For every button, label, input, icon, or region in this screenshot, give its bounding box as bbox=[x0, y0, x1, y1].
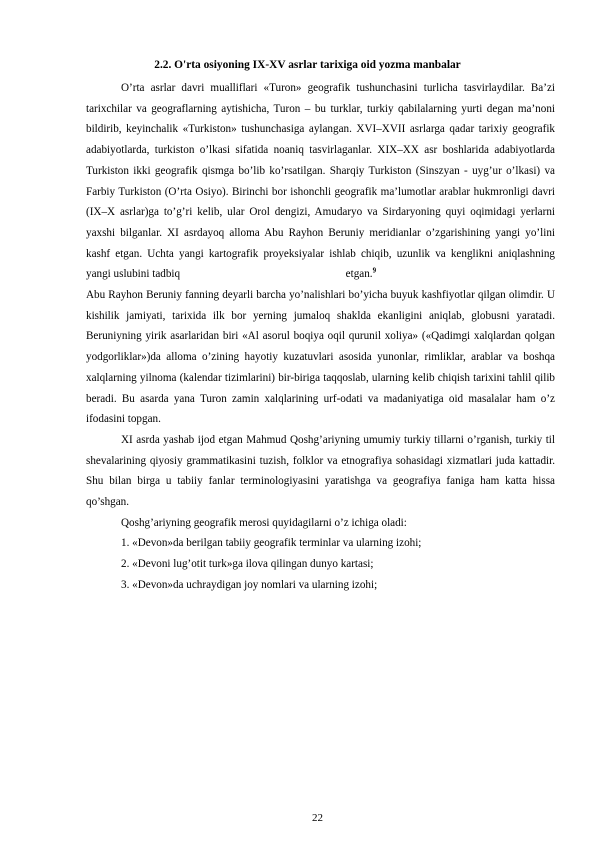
section-heading: 2.2. O'rta osiyoning IX-XV asrlar tarixiga oid yozma manbalar bbox=[154, 59, 461, 71]
page-number: 22 bbox=[312, 812, 323, 824]
footnote-ref: 9 bbox=[372, 266, 377, 275]
paragraph-1-tail: etgan. bbox=[345, 268, 373, 281]
paragraph-1 bbox=[86, 78, 555, 285]
paragraph-3: XI asrda yashab ijod etgan Mahmud Qoshg’ariyning umumiy turkiy tillarni o’rganish, turkiy til shevalarining qiyosiy grammatikasini tuzish, folklor va etnografiya sohasidagi xizmatlari juda kattadir. Shu bilan birga u tabiiy fanlar terminologiyasini yaratishga va geografiya faniga ham katta hissa qo’shgan. bbox=[86, 433, 555, 509]
body-text bbox=[86, 78, 555, 596]
list-item-3: 3. «Devon»da uchraydigan joy nomlari va ularning izohi; bbox=[121, 578, 378, 591]
paragraph-4: Qoshg’ariyning geografik merosi quyidagilarni o’z ichiga oladi: bbox=[121, 516, 407, 529]
paragraph-2: Abu Rayhon Beruniy fanning deyarli barcha yo’nalishlari bo’yicha buyuk kashfiyotlar qilgan olimdir. U kishilik jamiyati, tarixida ilk bor yerning jumaloq shaklda ekanligini aniqlab, globusni yaratadi. Beruniyning yirik asarlaridan biri «Al asorul boqiya oqil qurunil xoliya» («Qadimgi xalqlardan qolgan yodgorliklar»)da alloma o’zining hayotiy kuzatuvlari asosida yunonlar, rimliklar, arablar va boshqa xalqlarning yilnoma (kalendar tizimlarini) bir-biriga taqqoslab, ularning kelib chiqish tarixini tahlil qilib beradi. Bu asarda yana Turon zamin xalqlarining urf-odati va madaniyatiga oid masalalar ham o’z ifodasini topgan. bbox=[86, 289, 555, 426]
list-item-2: 2. «Devoni lug’otit turk»ga ilova qilingan dunyo kartasi; bbox=[121, 558, 374, 571]
paragraph-1-text: O’rta asrlar davri mualliflari «Turon» geografik tushunchasini turlicha tasvirlaydilar. Ba’zi tarixchilar va geograflarning aytishicha, Turon – bu turklar, turkiy qabilalarning yurti degan ma’noni bildirib, keyinchalik «Turkiston» tushunchasiga aylangan. XVI–XVII asrlarga qadar tarixiy geografik adabiyotlarda, turkiston o’lkasi sifatida noaniq tasvirlaganlar. XIX–XX asr boshlarida adabiyotlarda Turkiston ikki geografik qismga bo’lib ko’rsatilgan. Sharqiy Turkiston (Sinszyan - uyg’ur o’lkasi) va Farbiy Turkiston (O’rta Osiyo). Birinchi bor ishonchli geografik ma’lumotlar arablar hukmronligi davri (IX–X asrlar)ga to’g’ri kelib, ular Orol dengizi, Amudaryo va Sirdaryoning quyi oqimidagi yerlarni yaxshi bilganlar. XI asrdayoq alloma Abu Rayhon Beruniy meridianlar o’zgarishining yangi yo’lini kashf etgan. Uchta yangi kartografik proyeksiyalar ishlab chiqib, uzunlik va kenglikni aniqlashning yangi uslubini tadbiq bbox=[86, 82, 555, 281]
list-item-1: 1. «Devon»da berilgan tabiiy geografik terminlar va ularning izohi; bbox=[121, 537, 422, 550]
